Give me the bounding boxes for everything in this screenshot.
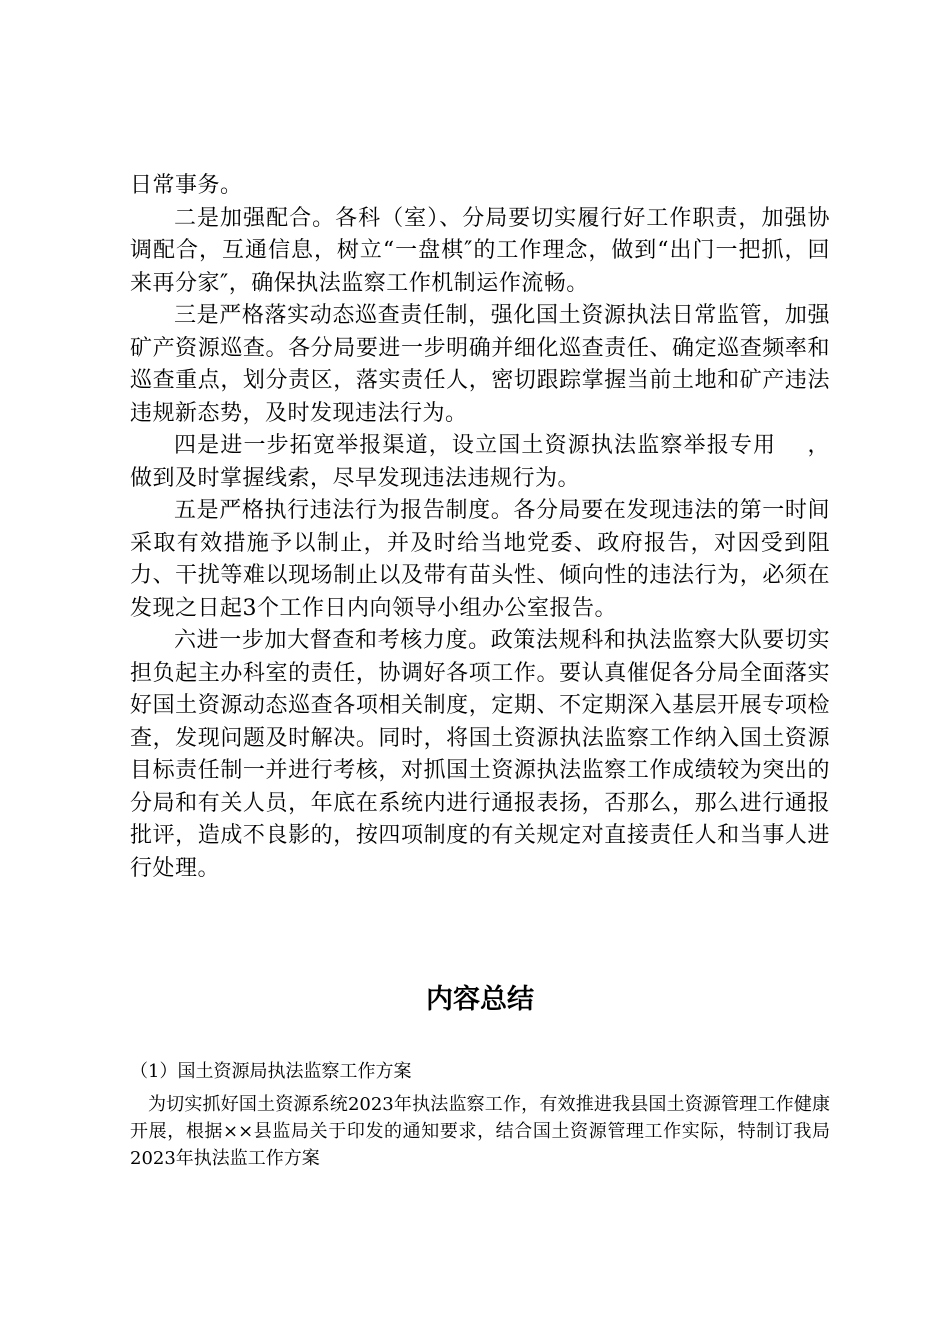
summary-item-text: 为切实抓好国土资源系统2023年执法监察工作，有效推进我县国土资源管理工作健康开展，根据××县监局关于印发的通知要求，结合国土资源管理工作实际，特制订我局2023年执法监工作方案 — [130, 1094, 830, 1169]
document-page — [130, 170, 830, 1169]
summary-item-heading: （1）国土资源局执法监察工作方案 — [130, 1061, 412, 1082]
paragraph-point-two: 二是加强配合。各科（室）、分局要切实履行好工作职责，加强协调配合，互通信息，树立“一盘棋″的工作理念，做到“出门一把抓，回来再分家″，确保执法监察工作机制运作流畅。 — [130, 205, 830, 296]
summary-title: 内容总结 — [426, 984, 534, 1015]
paragraph-point-five: 五是严格执行违法行为报告制度。各分局要在发现违法的第一时间采取有效措施予以制止，并及时给当地党委、政府报告，对因受到阻力、干扰等难以现场制止以及带有苗头性、倾向性的违法行为，必须在发现之日起3个工作日内向领导小组办公室报告。 — [130, 498, 830, 621]
paragraph-point-three: 三是严格落实动态巡查责任制，强化国土资源执法日常监管，加强矿产资源巡查。各分局要进一步明确并细化巡查责任、确定巡查频率和巡查重点，划分责区，落实责任人，密切跟踪掌握当前土地和矿产违法违规新态势，及时发现违法行为。 — [130, 303, 830, 426]
paragraph-continuation: 日常事务。 — [130, 173, 243, 198]
paragraph-point-four: 四是进一步拓宽举报渠道，设立国土资源执法监察举报专用 ，做到及时掌握线索，尽早发现违法违规行为。 — [130, 433, 830, 491]
main-body — [130, 170, 830, 885]
paragraph-point-six: 六进一步加大督查和考核力度。政策法规科和执法监察大队要切实担负起主办科室的责任，协调好各项工作。要认真催促各分局全面落实好国土资源动态巡查各项相关制度，定期、不定期深入基层开展专项检查，发现问题及时解决。同时，将国土资源执法监察工作纳入国土资源目标责任制一并进行考核，对抓国土资源执法监察工作成绩较为突出的分局和有关人员，年底在系统内进行通报表扬，否那么，那么进行通报批评，造成不良影的，按四项制度的有关规定对直接责任人和当事人进行处理。 — [130, 628, 830, 881]
summary-section — [130, 1058, 830, 1172]
